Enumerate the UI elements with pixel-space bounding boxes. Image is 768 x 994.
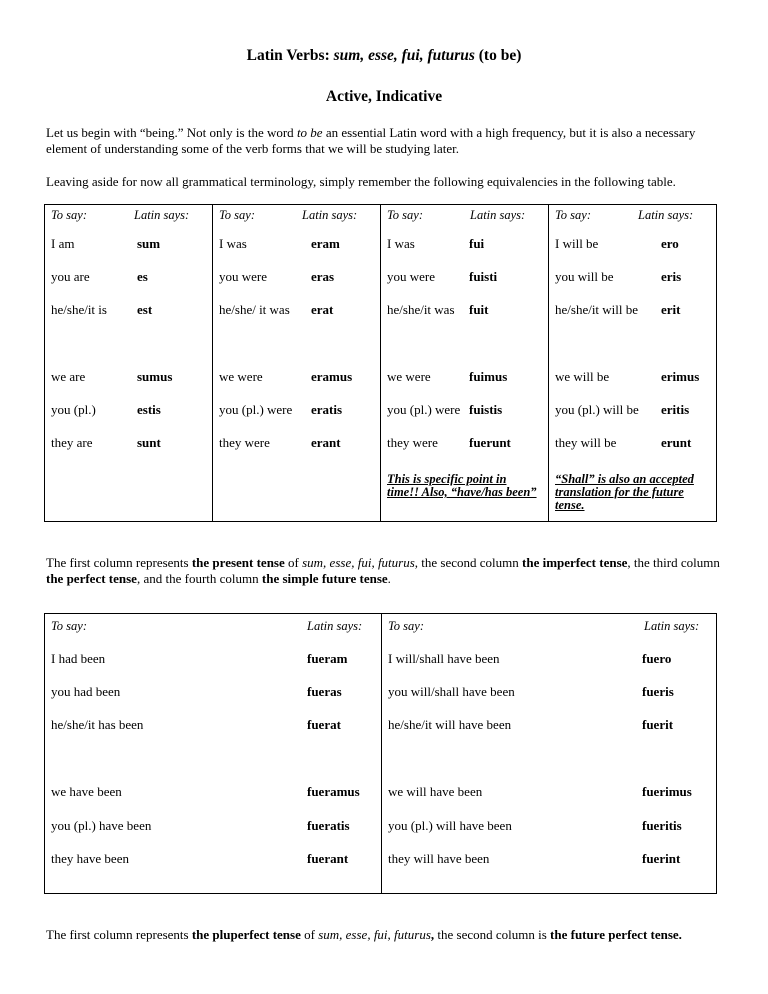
- english-phrase: I am: [51, 236, 75, 251]
- latin-form: erat: [311, 302, 334, 317]
- english-phrase: you (pl.) have been: [51, 818, 152, 833]
- latin-form: estis: [137, 402, 161, 417]
- table-divider: [381, 614, 382, 893]
- english-phrase: we will have been: [388, 784, 483, 799]
- english-phrase: he/she/it was: [387, 302, 455, 317]
- english-phrase: he/she/ it was: [219, 302, 290, 317]
- column-header-to-say: To say:: [219, 208, 256, 222]
- translation-note: “Shall” is also an accepted translation for the future tense.: [555, 472, 694, 512]
- english-phrase: we will be: [555, 369, 610, 384]
- latin-form: es: [137, 269, 148, 284]
- latin-form: erimus: [661, 369, 700, 384]
- latin-form: eram: [311, 236, 340, 251]
- english-phrase: you will be: [555, 269, 614, 284]
- english-phrase: you were: [387, 269, 436, 284]
- english-phrase: they are: [51, 435, 93, 450]
- english-phrase: we are: [51, 369, 86, 384]
- english-phrase: I was: [219, 236, 247, 251]
- latin-form: ero: [661, 236, 679, 251]
- latin-form: sumus: [137, 369, 173, 384]
- latin-form: erant: [311, 435, 341, 450]
- column-header-to-say: To say:: [388, 619, 425, 633]
- english-phrase: he/she/it is: [51, 302, 107, 317]
- english-phrase: we have been: [51, 784, 122, 799]
- english-phrase: I had been: [51, 651, 106, 666]
- english-phrase: I will/shall have been: [388, 651, 500, 666]
- latin-form: fuimus: [469, 369, 508, 384]
- latin-form: eramus: [311, 369, 353, 384]
- english-phrase: you had been: [51, 684, 121, 699]
- latin-form: eratis: [311, 402, 343, 417]
- english-phrase: they have been: [51, 851, 129, 866]
- english-phrase: you (pl.): [51, 402, 96, 417]
- english-phrase: you (pl.) will have been: [388, 818, 512, 833]
- page-subtitle: Active, Indicative: [325, 88, 443, 105]
- english-phrase: you (pl.) were: [387, 402, 461, 417]
- page-title: Latin Verbs: sum, esse, fui, futurus (to be): [246, 47, 522, 64]
- latin-form: fuistis: [469, 402, 503, 417]
- latin-form: fueritis: [642, 818, 682, 833]
- latin-form: eris: [661, 269, 682, 284]
- english-phrase: they were: [387, 435, 438, 450]
- column-header-latin-says: Latin says:: [638, 208, 694, 222]
- english-phrase: you were: [219, 269, 268, 284]
- english-phrase: he/she/it will have been: [388, 717, 512, 732]
- table-divider: [380, 205, 381, 521]
- intro-paragraph: Let us begin with “being.” Not only is the word to be an essential Latin word with a high frequency, but it is also a necessary element of understanding some of the verb forms that we will be studying later.: [46, 125, 696, 156]
- conjugation-table-present-imperfect-perfect-future: [44, 204, 717, 522]
- latin-form: fuit: [469, 302, 489, 317]
- english-phrase: they will have been: [388, 851, 490, 866]
- english-phrase: we were: [387, 369, 431, 384]
- latin-form: fuerant: [307, 851, 349, 866]
- english-phrase: he/she/it will be: [555, 302, 639, 317]
- latin-form: fui: [469, 236, 485, 251]
- table-divider: [548, 205, 549, 521]
- latin-form: fuerat: [307, 717, 341, 732]
- english-phrase: you are: [51, 269, 90, 284]
- latin-form: sunt: [137, 435, 161, 450]
- latin-form: fuerit: [642, 717, 674, 732]
- english-phrase: he/she/it has been: [51, 717, 144, 732]
- column-header-latin-says: Latin says:: [470, 208, 526, 222]
- latin-form: eras: [311, 269, 335, 284]
- latin-form: est: [137, 302, 153, 317]
- latin-form: fuerimus: [642, 784, 692, 799]
- column-header-latin-says: Latin says:: [302, 208, 358, 222]
- latin-form: fuerint: [642, 851, 681, 866]
- table-divider: [212, 205, 213, 521]
- column-header-to-say: To say:: [555, 208, 592, 222]
- column-header-to-say: To say:: [387, 208, 424, 222]
- english-phrase: I will be: [555, 236, 599, 251]
- english-phrase: they were: [219, 435, 270, 450]
- latin-form: fueras: [307, 684, 342, 699]
- latin-form: fuero: [642, 651, 672, 666]
- english-phrase: I was: [387, 236, 415, 251]
- column-header-latin-says: Latin says:: [134, 208, 190, 222]
- english-phrase: you (pl.) were: [219, 402, 293, 417]
- conjugation-table-pluperfect-future-perfect: [44, 613, 717, 894]
- latin-form: fuisti: [469, 269, 498, 284]
- column-header-latin-says: Latin says:: [644, 619, 700, 633]
- column-header-to-say: To say:: [51, 208, 88, 222]
- tense-explanation-paragraph-2: The first column represents the pluperfect tense of sum, esse, fui, futurus, the second column is the future perfect tense.: [46, 927, 682, 942]
- latin-form: erit: [661, 302, 681, 317]
- tense-explanation-paragraph: The first column represents the present tense of sum, esse, fui, futurus, the second column the imperfect tense, the third column the perfect tense, and the fourth column the simple future tense.: [46, 555, 720, 586]
- latin-form: fueramus: [307, 784, 360, 799]
- column-header-to-say: To say:: [51, 619, 88, 633]
- latin-form: eritis: [661, 402, 690, 417]
- latin-form: fueratis: [307, 818, 350, 833]
- translation-note: This is specific point in time!! Also, “have/has been”: [387, 472, 537, 499]
- latin-form: erunt: [661, 435, 692, 450]
- instruction-paragraph: Leaving aside for now all grammatical terminology, simply remember the following equivalencies in the following table.: [46, 174, 676, 189]
- latin-form: fueris: [642, 684, 674, 699]
- latin-form: fueram: [307, 651, 348, 666]
- english-phrase: we were: [219, 369, 263, 384]
- column-header-latin-says: Latin says:: [307, 619, 363, 633]
- english-phrase: they will be: [555, 435, 617, 450]
- latin-form: sum: [137, 236, 161, 251]
- english-phrase: you (pl.) will be: [555, 402, 639, 417]
- english-phrase: you will/shall have been: [388, 684, 515, 699]
- latin-form: fuerunt: [469, 435, 511, 450]
